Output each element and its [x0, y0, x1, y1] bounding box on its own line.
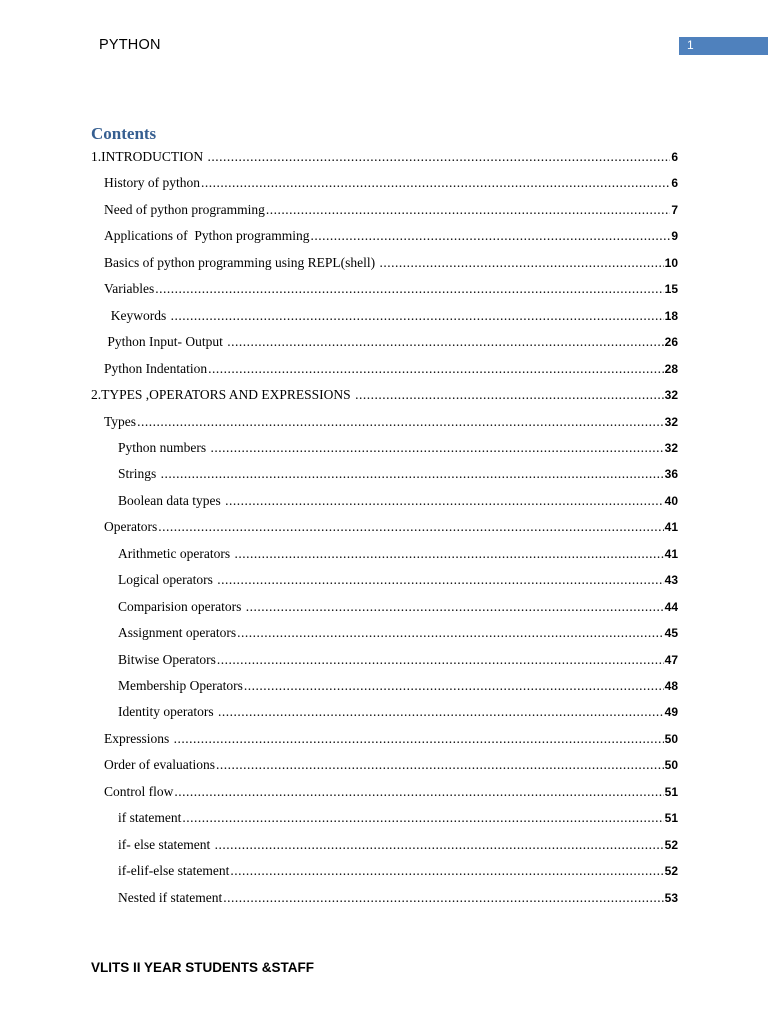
toc-entry-page: 18 — [664, 308, 678, 323]
toc-leader-dots — [223, 889, 663, 907]
toc-entry-page: 48 — [664, 679, 678, 693]
toc-entry-label: Arithmetic operators — [118, 545, 234, 561]
toc-entry-page: 51 — [664, 811, 678, 826]
toc-entry[interactable] — [118, 545, 678, 563]
toc-entry-label: Keywords — [104, 307, 170, 323]
toc-entry-page: 32 — [664, 440, 678, 455]
toc-entry-label: Identity operators — [118, 704, 217, 720]
toc-leader-dots — [182, 809, 663, 827]
toc-leader-dots — [217, 651, 664, 669]
toc-entry[interactable] — [118, 492, 678, 510]
toc-entry-page: 41 — [664, 546, 678, 561]
toc-entry-page: 50 — [664, 731, 678, 746]
toc-leader-dots — [244, 677, 664, 695]
toc-leader-dots — [137, 413, 664, 431]
toc-entry-page: 6 — [671, 150, 678, 164]
toc-entry-label: Bitwise Operators — [118, 651, 216, 667]
toc-entry[interactable] — [118, 809, 678, 827]
toc-leader-dots — [246, 598, 664, 616]
toc-entry-page: 45 — [664, 626, 678, 641]
toc-leader-dots — [266, 201, 670, 219]
toc-leader-dots — [161, 465, 664, 483]
toc-entry-page: 44 — [664, 599, 678, 614]
toc-leader-dots — [234, 545, 663, 563]
toc-entry[interactable] — [118, 651, 678, 669]
toc-leader-dots — [174, 730, 664, 748]
toc-entry-label: History of python — [104, 175, 200, 191]
toc-leader-dots — [237, 624, 664, 642]
toc-leader-dots — [208, 360, 664, 378]
toc-entry[interactable] — [104, 360, 678, 378]
toc-entry-label: Variables — [104, 281, 155, 297]
toc-entry[interactable] — [104, 174, 678, 192]
toc-leader-dots — [217, 571, 663, 589]
toc-leader-dots — [211, 439, 664, 457]
toc-entry-page: 15 — [664, 282, 678, 297]
toc-entry[interactable] — [91, 386, 678, 404]
toc-entry-page: 43 — [664, 573, 678, 588]
toc-entry-page: 32 — [664, 388, 678, 403]
toc-entry-page: 6 — [671, 176, 678, 191]
toc-entry-label: Logical operators — [118, 572, 217, 588]
toc-entry[interactable] — [104, 280, 678, 298]
toc-leader-dots — [310, 227, 670, 245]
toc-entry-label: Types — [104, 413, 137, 429]
toc-entry-page: 40 — [664, 493, 678, 508]
toc-leader-dots — [355, 386, 664, 404]
toc-entry-page: 50 — [664, 758, 678, 773]
toc-entry-label: Operators — [104, 519, 158, 535]
toc-entry[interactable] — [104, 227, 678, 245]
toc-entry[interactable] — [104, 201, 678, 219]
toc-entry-label: Control flow — [104, 783, 174, 799]
toc-entry-page: 53 — [664, 890, 678, 905]
header-title: PYTHON — [99, 37, 161, 53]
toc-leader-dots — [379, 254, 663, 272]
toc-entry-label: 2.TYPES ,OPERATORS AND EXPRESSIONS — [91, 387, 355, 403]
toc-entry[interactable] — [118, 439, 678, 457]
toc-entry-page: 7 — [671, 202, 678, 217]
toc-entry-label: Applications of Python programming — [104, 228, 310, 244]
toc-entry[interactable] — [118, 465, 678, 483]
toc-entry[interactable] — [104, 730, 678, 748]
footer-text: VLITS II YEAR STUDENTS &STAFF — [91, 960, 315, 975]
toc-entry[interactable] — [104, 783, 678, 801]
toc-leader-dots — [227, 333, 663, 351]
toc-entry-page: 51 — [664, 784, 678, 799]
contents-heading: Contents — [91, 124, 157, 143]
toc-entry-label: Python Indentation — [104, 360, 208, 376]
toc-entry-label: Need of python programming — [104, 201, 265, 217]
toc-entry[interactable] — [118, 703, 678, 721]
toc-entry[interactable] — [118, 889, 678, 907]
toc-leader-dots — [230, 862, 663, 880]
page-number: 1 — [687, 38, 694, 52]
toc-entry[interactable] — [104, 756, 678, 774]
toc-entry[interactable] — [118, 677, 678, 695]
toc-leader-dots — [158, 518, 663, 536]
toc-entry-label: Nested if statement — [118, 889, 223, 905]
toc-entry-label: Membership Operators — [118, 678, 243, 693]
toc-leader-dots — [225, 492, 664, 510]
toc-leader-dots — [218, 703, 664, 721]
toc-entry-page: 41 — [664, 520, 678, 535]
toc-entry-page: 10 — [664, 255, 678, 270]
toc-entry-page: 52 — [664, 864, 678, 879]
toc-entry[interactable] — [118, 571, 678, 589]
toc-entry-page: 26 — [664, 335, 678, 350]
toc-entry[interactable] — [118, 862, 678, 880]
toc-entry-page: 32 — [664, 414, 678, 429]
toc-entry-label: Comparision operators — [118, 598, 245, 614]
toc-entry-label: 1.INTRODUCTION — [91, 149, 207, 164]
toc-leader-dots — [171, 307, 664, 325]
toc-entry[interactable] — [104, 413, 678, 431]
toc-entry-label: if statement — [118, 810, 182, 826]
toc-entry-label: if- else statement — [118, 836, 214, 852]
toc-entry-label: Expressions — [104, 730, 173, 746]
toc-entry[interactable] — [118, 624, 678, 642]
toc-entry[interactable] — [104, 518, 678, 536]
toc-entry-page: 47 — [664, 652, 678, 667]
toc-leader-dots — [215, 836, 664, 854]
toc-entry-label: Order of evaluations — [104, 757, 215, 773]
toc-entry[interactable] — [104, 254, 678, 272]
toc-entry-page: 9 — [671, 229, 678, 244]
toc-entry[interactable] — [104, 333, 678, 351]
toc-leader-dots — [216, 756, 664, 774]
toc-entry[interactable] — [91, 148, 678, 166]
toc-entry-label: Assignment operators — [118, 625, 237, 641]
toc-entry-label: Boolean data types — [118, 492, 225, 508]
toc-leader-dots — [208, 148, 671, 166]
toc-entry-page: 49 — [664, 705, 678, 720]
toc-entry[interactable] — [104, 307, 678, 325]
toc-entry-label: Python Input- Output — [104, 334, 227, 350]
toc-leader-dots — [155, 280, 663, 298]
toc-leader-dots — [201, 174, 670, 192]
toc-entry-label: Python numbers — [118, 439, 210, 455]
toc-entry-page: 36 — [664, 467, 678, 482]
toc-entry-page: 52 — [664, 837, 678, 852]
toc-entry-label: Basics of python programming using REPL(shell) — [104, 254, 379, 270]
toc-entry[interactable] — [118, 598, 678, 616]
toc-entry[interactable] — [118, 836, 678, 854]
toc-entry-label: Strings — [118, 466, 160, 482]
toc-entry-page: 28 — [664, 361, 678, 376]
toc-leader-dots — [174, 783, 663, 801]
toc-entry-label: if-elif-else statement — [118, 863, 230, 879]
